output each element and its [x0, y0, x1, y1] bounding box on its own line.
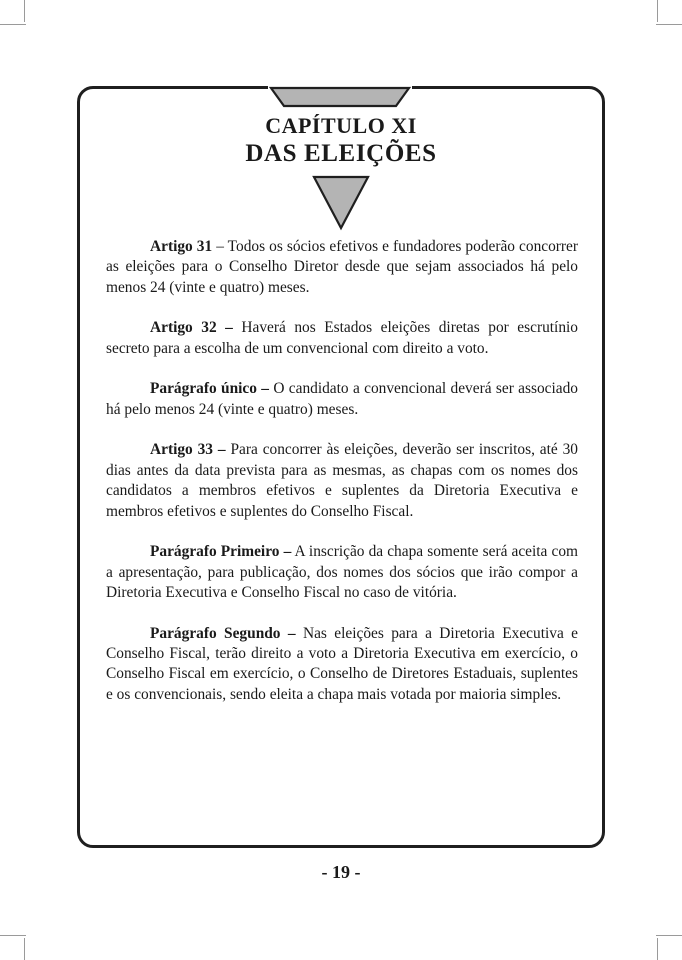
header-ornament-trapezoid	[268, 84, 412, 110]
crop-mark	[24, 0, 25, 22]
paragraph-heading: Parágrafo único –	[150, 380, 269, 398]
paragraph-text: – Todos os sócios efetivos e fundadores poderão concorrer as eleições para o Conselho Diretor desde que sejam associados há pelo menos 24 (vinte e quatro) meses.	[106, 238, 578, 296]
paragraph-heading: Artigo 32 –	[150, 319, 233, 337]
paragraph-text: Para concorrer às eleições, deverão ser inscritos, até 30 dias antes da data prevista para as mesmas, as chapas com os nomes dos candidatos a membros efetivos e suplentes da Diretoria Executiva e membros efetivos e suplentes do Conselho Fiscal.	[106, 441, 579, 520]
article-paragraph	[106, 379, 578, 420]
crop-mark	[657, 938, 658, 960]
page-number: - 19 -	[321, 862, 361, 882]
article-paragraph	[106, 237, 578, 298]
article-paragraph	[106, 440, 578, 522]
paragraph-text: Nas eleições para a Diretoria Executiva e Conselho Fiscal, terão direito a voto a Diretoria Executiva em exercício, o Conselho Fiscal em exercício, o Conselho de Diretores Estaduais, suplentes e os convencionais, sendo eleita a chapa mais votada por maioria simples.	[106, 624, 578, 703]
article-paragraph	[106, 318, 578, 359]
article-paragraph	[106, 624, 578, 706]
paragraph-heading: Parágrafo Primeiro –	[150, 543, 292, 561]
crop-mark	[656, 935, 682, 936]
crop-mark	[0, 935, 26, 936]
paragraph-text: O candidato a convencional deverá ser associado há pelo menos 24 (vinte e quatro) meses.	[106, 380, 579, 418]
crop-mark	[0, 24, 26, 25]
paragraph-heading: Artigo 33 –	[150, 441, 226, 459]
paragraph-text: A inscrição da chapa somente será aceita com a apresentação, para publicação, dos nomes dos sócios que irão compor a Diretoria Executiva e Conselho Fiscal no caso de vitória.	[106, 543, 578, 602]
crop-mark	[656, 24, 682, 25]
paragraph-text: Haverá nos Estados eleições diretas por escrutínio secreto para a escolha de um convencional com direito a voto.	[106, 319, 578, 357]
chapter-body	[106, 237, 578, 725]
paragraph-heading: Artigo 31	[150, 238, 213, 255]
chapter-title: DAS ELEIÇÕES	[245, 140, 437, 167]
article-paragraph	[106, 542, 578, 603]
triangle-ornament	[312, 175, 370, 231]
crop-mark	[24, 938, 25, 960]
chapter-number: CAPÍTULO XI	[265, 113, 417, 138]
paragraph-heading: Parágrafo Segundo –	[150, 624, 296, 642]
crop-mark	[657, 0, 658, 22]
